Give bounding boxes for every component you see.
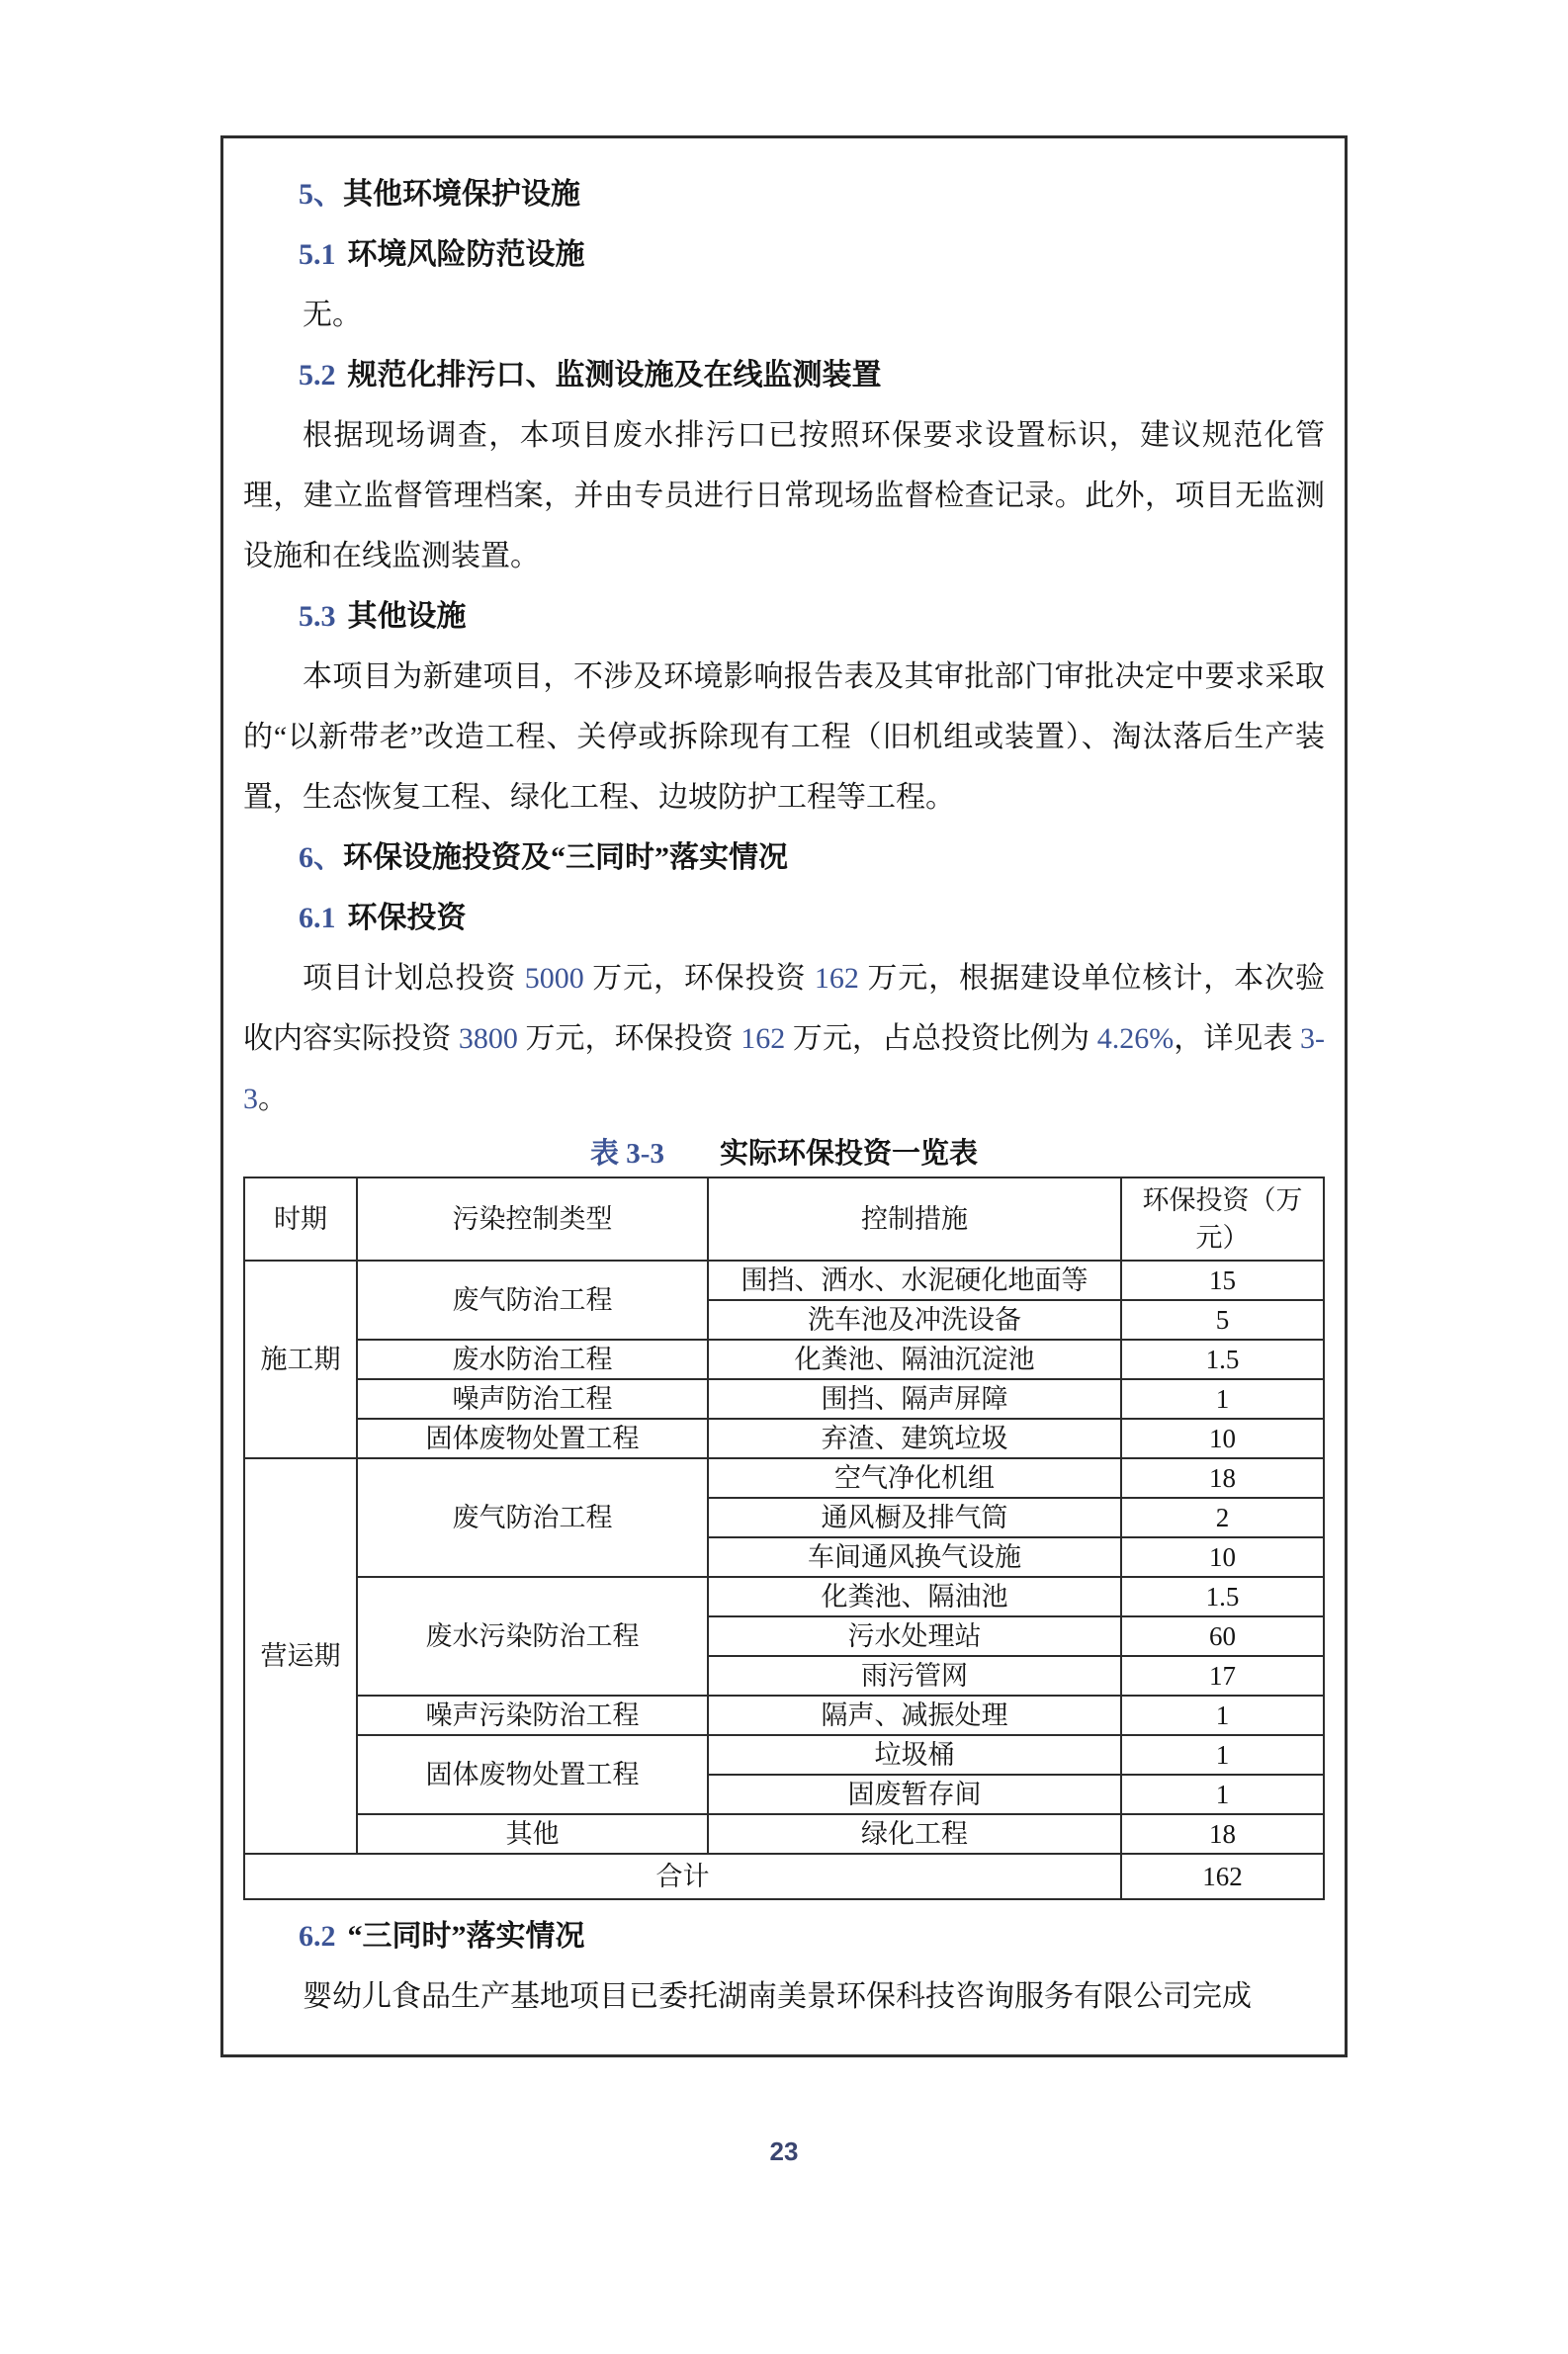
table-caption-title: 实际环保投资一览表 [719,1138,978,1170]
table-row [244,1261,1324,1300]
paragraph-6-1-text: 万元，根据建设单位核计，本次验收内容实际投资 [243,962,1325,1055]
heading-6-2-text: “三同时”落实情况 [347,1920,585,1953]
investment-table [243,1177,1325,1900]
table-cell-value: 15 [1121,1261,1324,1300]
table-cell-measure: 垃圾桶 [708,1735,1121,1775]
investment-actual: 3800 [458,1022,518,1055]
table-cell-value: 18 [1121,1814,1324,1854]
table-cell-measure: 车间通风换气设施 [708,1537,1121,1577]
table-cell-measure: 隔声、减振处理 [708,1696,1121,1735]
table-cell-measure: 通风橱及排气筒 [708,1498,1121,1537]
heading-5-number: 5、 [299,178,343,211]
table-row [244,1458,1324,1498]
table-cell-value: 1.5 [1121,1340,1324,1379]
heading-6-text: 环保设施投资及“三同时”落实情况 [343,841,788,874]
table-cell-period: 营运期 [244,1458,357,1854]
paragraph-6-1 [243,948,1325,1129]
heading-6-1-number: 6.1 [299,902,336,934]
table-cell-type: 噪声污染防治工程 [357,1696,708,1735]
table-caption [243,1131,1325,1177]
table-cell-value: 1 [1121,1379,1324,1419]
table-cell-type: 废气防治工程 [357,1261,708,1340]
table-cell-value: 1 [1121,1735,1324,1775]
table-total-value: 162 [1121,1854,1324,1899]
table-cell-type: 废气防治工程 [357,1458,708,1577]
heading-6-1 [243,888,1325,948]
table-cell-type: 废水防治工程 [357,1340,708,1379]
paragraph-6-1-text: ，详见表 [1174,1022,1301,1055]
table-cell-measure: 绿化工程 [708,1814,1121,1854]
investment-total-planned: 5000 [524,962,584,995]
table-cell-period: 施工期 [244,1261,357,1458]
table-cell-value: 18 [1121,1458,1324,1498]
table-row [244,1419,1324,1458]
table-cell-value: 5 [1121,1300,1324,1340]
heading-5-1-text: 环境风险防范设施 [347,238,585,271]
table-cell-measure: 化粪池、隔油沉淀池 [708,1340,1121,1379]
table-cell-type: 其他 [357,1814,708,1854]
heading-5-3-text: 其他设施 [347,600,467,633]
paragraph-6-1-text: 万元，环保投资 [517,1022,741,1055]
paragraph-5-2: 根据现场调查，本项目废水排污口已按照环保要求设置标识，建议规范化管理，建立监督管理档案，并由专员进行日常现场监督检查记录。此外，项目无监测设施和在线监测装置。 [243,419,1325,572]
table-cell-type: 固体废物处置工程 [357,1735,708,1814]
table-cell-value: 1 [1121,1775,1324,1814]
investment-env-actual: 162 [740,1022,786,1055]
heading-5-2-number: 5.2 [299,359,336,392]
investment-env-planned: 162 [814,962,859,995]
table-row [244,1379,1324,1419]
heading-6-2-number: 6.2 [299,1920,336,1953]
table-total-label: 合计 [244,1854,1121,1899]
paragraph-5-3: 本项目为新建项目，不涉及环境影响报告表及其审批部门审批决定中要求采取的“以新带老”改造工程、关停或拆除现有工程（旧机组或装置）、淘汰落后生产装置，生态恢复工程、绿化工程、边坡防护工程等工程。 [243,660,1325,814]
table-cell-value: 17 [1121,1656,1324,1696]
table-cell-measure: 洗车池及冲洗设备 [708,1300,1121,1340]
table-row [244,1735,1324,1775]
heading-5-3 [243,586,1325,647]
heading-5-text: 其他环境保护设施 [343,178,580,211]
table-cell-measure: 雨污管网 [708,1656,1121,1696]
table-row [244,1814,1324,1854]
table-cell-value: 10 [1121,1419,1324,1458]
heading-5-2 [243,345,1325,405]
table-cell-measure: 化粪池、隔油池 [708,1577,1121,1616]
table-header-cell: 时期 [244,1177,357,1261]
paragraph-6-1-text: 。 [258,1083,288,1115]
heading-5 [243,164,1325,224]
table-total-row [244,1854,1324,1899]
table-cell-measure: 污水处理站 [708,1616,1121,1656]
table-cell-measure: 围挡、洒水、水泥硬化地面等 [708,1261,1121,1300]
table-cell-value: 60 [1121,1616,1324,1656]
paragraph-risk-none: 无。 [303,299,362,331]
table-cell-type: 废水污染防治工程 [357,1577,708,1696]
paragraph-6-1-text: 万元，占总投资比例为 [785,1022,1097,1055]
heading-5-1-number: 5.1 [299,238,336,271]
table-header-cell: 环保投资（万元） [1121,1177,1324,1261]
heading-6-1-text: 环保投资 [347,902,467,934]
table-cell-type: 噪声防治工程 [357,1379,708,1419]
heading-6 [243,828,1325,888]
table-cell-type: 固体废物处置工程 [357,1419,708,1458]
table-cell-measure: 围挡、隔声屏障 [708,1379,1121,1419]
table-cell-value: 2 [1121,1498,1324,1537]
table-caption-label: 表 3-3 [590,1138,664,1170]
table-cell-value: 1.5 [1121,1577,1324,1616]
table-row [244,1696,1324,1735]
table-row [244,1340,1324,1379]
document-frame [220,135,1348,2057]
page-number: 23 [769,2136,799,2166]
table-cell-measure: 固废暂存间 [708,1775,1121,1814]
table-row [244,1577,1324,1616]
table-header-row [244,1177,1324,1261]
table-cell-measure: 空气净化机组 [708,1458,1121,1498]
heading-5-2-text: 规范化排污口、监测设施及在线监测装置 [347,359,882,392]
paragraph-6-2: 婴幼儿食品生产基地项目已委托湖南美景环保科技咨询服务有限公司完成 [303,1980,1252,2013]
heading-6-2 [243,1906,1325,1966]
heading-5-3-number: 5.3 [299,600,336,633]
investment-ratio: 4.26% [1096,1022,1175,1055]
table-header-cell: 控制措施 [708,1177,1121,1261]
table-header-cell: 污染控制类型 [357,1177,708,1261]
table-reference: 3-3 [243,1022,1326,1115]
table-cell-value: 1 [1121,1696,1324,1735]
table-cell-value: 10 [1121,1537,1324,1577]
table-cell-measure: 弃渣、建筑垃圾 [708,1419,1121,1458]
paragraph-6-1-text: 万元，环保投资 [583,962,815,995]
paragraph-6-1-text: 项目计划总投资 [303,962,525,995]
heading-5-1 [243,224,1325,285]
heading-6-number: 6、 [299,841,343,874]
